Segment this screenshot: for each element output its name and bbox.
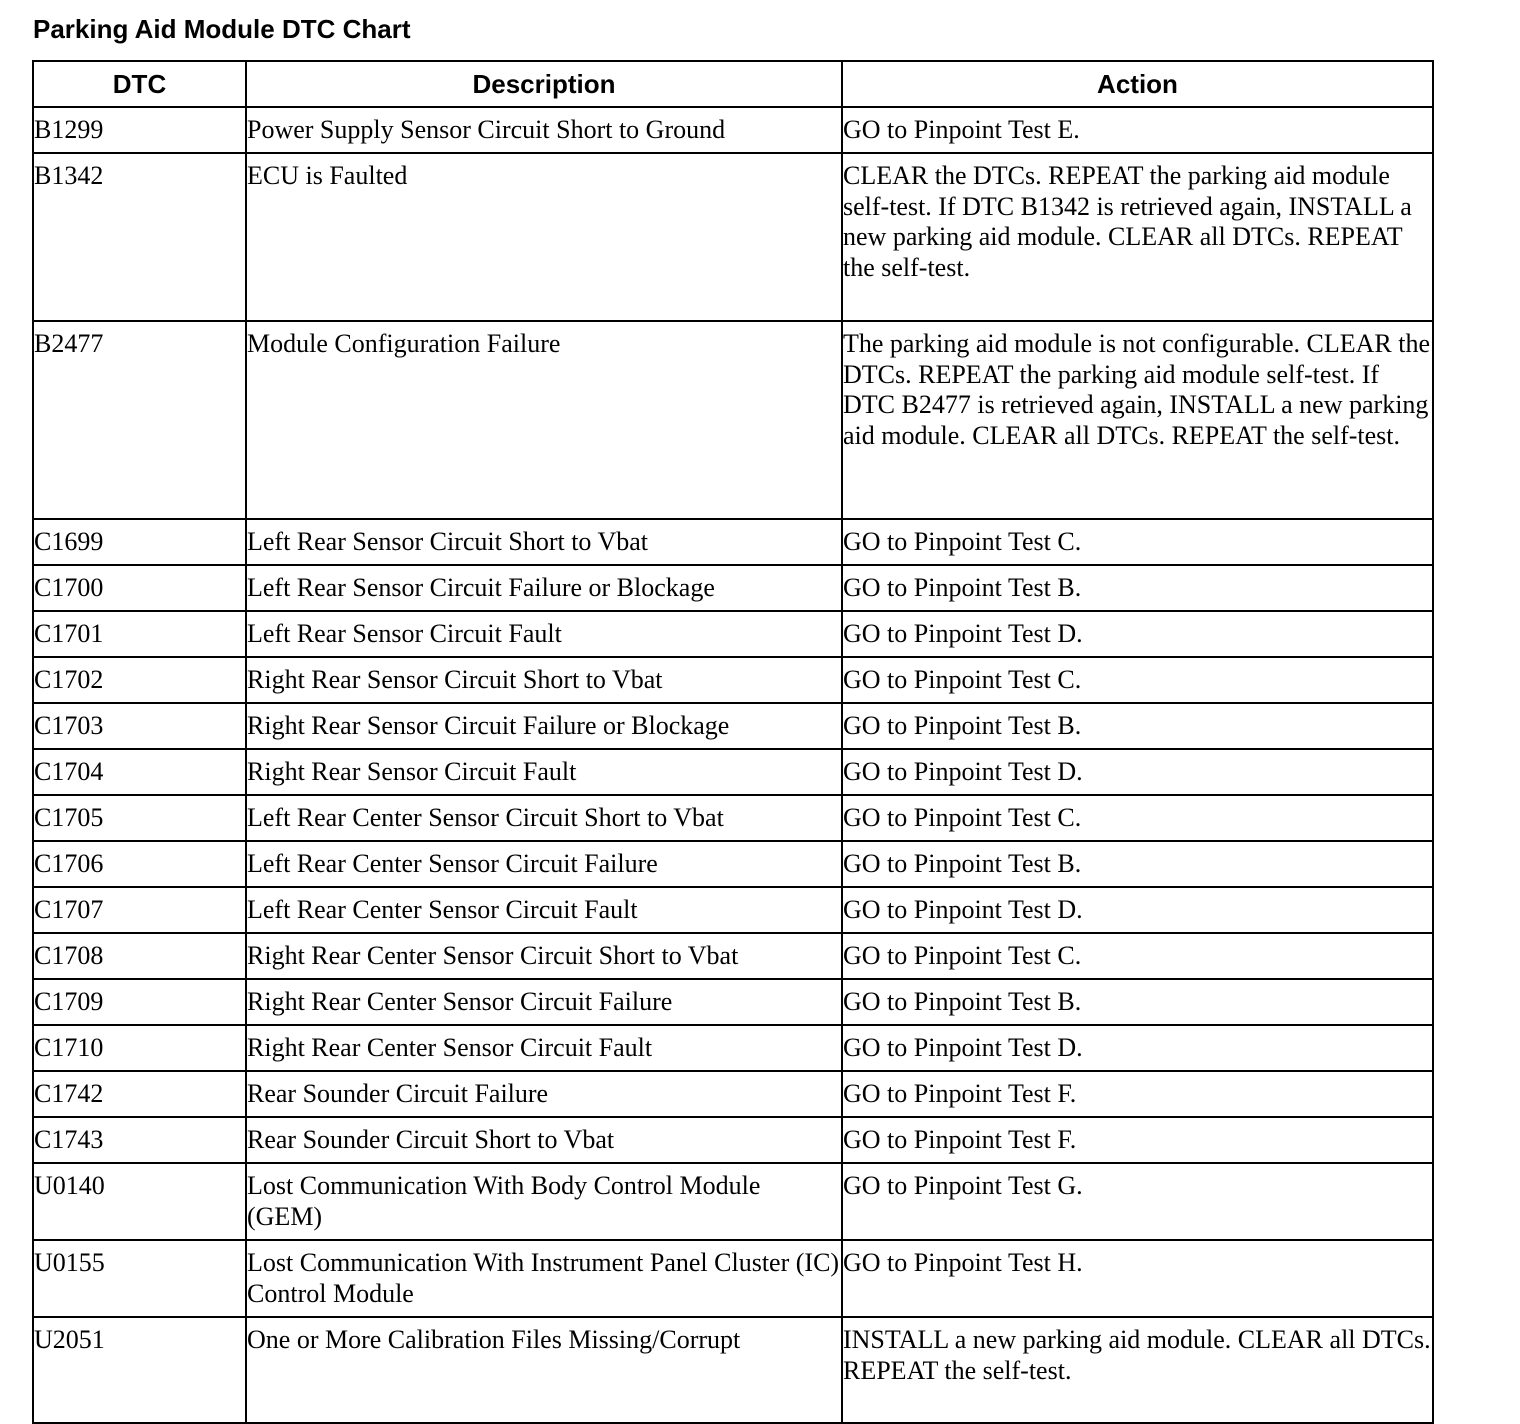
page-title: Parking Aid Module DTC Chart <box>33 14 411 44</box>
table-row <box>33 1025 1433 1071</box>
dtc-code: C1699 <box>33 519 246 565</box>
dtc-code: U0155 <box>33 1240 246 1317</box>
table-row <box>33 1317 1433 1423</box>
column-header-dtc: DTC <box>33 61 246 107</box>
table-row <box>33 1240 1433 1317</box>
dtc-action: GO to Pinpoint Test C. <box>842 933 1433 979</box>
dtc-description: Rear Sounder Circuit Short to Vbat <box>246 1117 842 1163</box>
table-row <box>33 657 1433 703</box>
dtc-action: GO to Pinpoint Test H. <box>842 1240 1433 1317</box>
table-row <box>33 107 1433 153</box>
dtc-code: C1704 <box>33 749 246 795</box>
dtc-action: GO to Pinpoint Test C. <box>842 795 1433 841</box>
dtc-action: GO to Pinpoint Test E. <box>842 107 1433 153</box>
dtc-action: GO to Pinpoint Test B. <box>842 703 1433 749</box>
dtc-description: Right Rear Center Sensor Circuit Fault <box>246 1025 842 1071</box>
table-row <box>33 1163 1433 1240</box>
table-row <box>33 153 1433 321</box>
column-header-description: Description <box>246 61 842 107</box>
dtc-code: B1299 <box>33 107 246 153</box>
dtc-table <box>32 60 1434 1424</box>
dtc-code: C1743 <box>33 1117 246 1163</box>
table-row <box>33 703 1433 749</box>
dtc-description: Left Rear Center Sensor Circuit Failure <box>246 841 842 887</box>
dtc-code: C1710 <box>33 1025 246 1071</box>
table-row <box>33 519 1433 565</box>
dtc-description: Power Supply Sensor Circuit Short to Ground <box>246 107 842 153</box>
dtc-action: GO to Pinpoint Test B. <box>842 841 1433 887</box>
table-row <box>33 979 1433 1025</box>
dtc-code: C1706 <box>33 841 246 887</box>
dtc-description: Left Rear Sensor Circuit Fault <box>246 611 842 657</box>
table-row <box>33 749 1433 795</box>
dtc-description: Right Rear Sensor Circuit Short to Vbat <box>246 657 842 703</box>
dtc-action: GO to Pinpoint Test G. <box>842 1163 1433 1240</box>
table-row <box>33 1071 1433 1117</box>
dtc-action: GO to Pinpoint Test D. <box>842 749 1433 795</box>
dtc-description: One or More Calibration Files Missing/Corrupt <box>246 1317 842 1423</box>
column-header-action: Action <box>842 61 1433 107</box>
table-row <box>33 1117 1433 1163</box>
dtc-action: GO to Pinpoint Test C. <box>842 519 1433 565</box>
dtc-action: CLEAR the DTCs. REPEAT the parking aid module self-test. If DTC B1342 is retrieved again, INSTALL a new parking aid module. CLEAR all DTCs. REPEAT the self-test. <box>842 153 1433 321</box>
table-row <box>33 565 1433 611</box>
dtc-code: C1708 <box>33 933 246 979</box>
table-row <box>33 321 1433 519</box>
dtc-action: GO to Pinpoint Test B. <box>842 979 1433 1025</box>
dtc-description: Right Rear Sensor Circuit Fault <box>246 749 842 795</box>
table-row <box>33 841 1433 887</box>
dtc-description: Right Rear Sensor Circuit Failure or Blockage <box>246 703 842 749</box>
dtc-description: Right Rear Center Sensor Circuit Failure <box>246 979 842 1025</box>
dtc-description: Lost Communication With Body Control Module (GEM) <box>246 1163 842 1240</box>
table-row <box>33 611 1433 657</box>
dtc-code: C1709 <box>33 979 246 1025</box>
dtc-description: Left Rear Sensor Circuit Short to Vbat <box>246 519 842 565</box>
dtc-code: C1705 <box>33 795 246 841</box>
dtc-code: C1702 <box>33 657 246 703</box>
dtc-action: GO to Pinpoint Test D. <box>842 1025 1433 1071</box>
dtc-code: C1707 <box>33 887 246 933</box>
dtc-description: Left Rear Sensor Circuit Failure or Blockage <box>246 565 842 611</box>
dtc-action: GO to Pinpoint Test F. <box>842 1071 1433 1117</box>
dtc-description: Lost Communication With Instrument Panel Cluster (IC) Control Module <box>246 1240 842 1317</box>
dtc-description: Rear Sounder Circuit Failure <box>246 1071 842 1117</box>
dtc-action: GO to Pinpoint Test D. <box>842 887 1433 933</box>
dtc-code: C1700 <box>33 565 246 611</box>
table-header-row <box>33 61 1433 107</box>
dtc-code: B2477 <box>33 321 246 519</box>
dtc-action: The parking aid module is not configurable. CLEAR the DTCs. REPEAT the parking aid module self-test. If DTC B2477 is retrieved again, INSTALL a new parking aid module. CLEAR all DTCs. REPEAT the self-test. <box>842 321 1433 519</box>
dtc-code: U0140 <box>33 1163 246 1240</box>
dtc-description: Module Configuration Failure <box>246 321 842 519</box>
dtc-description: ECU is Faulted <box>246 153 842 321</box>
table-row <box>33 795 1433 841</box>
dtc-description: Right Rear Center Sensor Circuit Short to Vbat <box>246 933 842 979</box>
table-row <box>33 887 1433 933</box>
dtc-code: U2051 <box>33 1317 246 1423</box>
dtc-code: C1701 <box>33 611 246 657</box>
dtc-code: C1742 <box>33 1071 246 1117</box>
table-row <box>33 933 1433 979</box>
dtc-action: GO to Pinpoint Test D. <box>842 611 1433 657</box>
dtc-action: INSTALL a new parking aid module. CLEAR all DTCs. REPEAT the self-test. <box>842 1317 1433 1423</box>
dtc-action: GO to Pinpoint Test C. <box>842 657 1433 703</box>
dtc-action: GO to Pinpoint Test F. <box>842 1117 1433 1163</box>
dtc-description: Left Rear Center Sensor Circuit Short to Vbat <box>246 795 842 841</box>
dtc-description: Left Rear Center Sensor Circuit Fault <box>246 887 842 933</box>
dtc-code: C1703 <box>33 703 246 749</box>
dtc-code: B1342 <box>33 153 246 321</box>
dtc-action: GO to Pinpoint Test B. <box>842 565 1433 611</box>
